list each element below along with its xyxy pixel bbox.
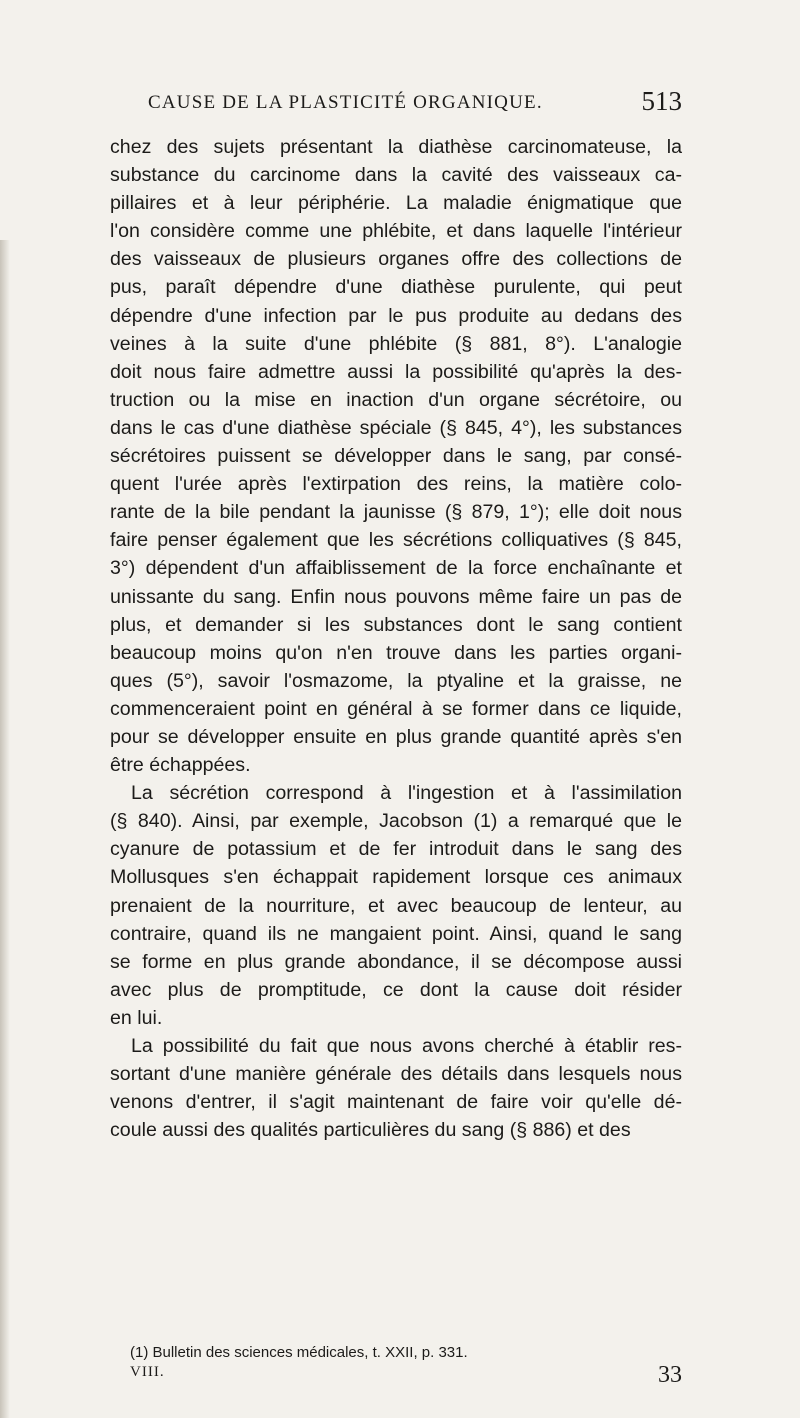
text-line: La possibilité du fait que nous avons cherché à établir res- [131, 1035, 682, 1057]
text-line: (§ 840). Ainsi, par exemple, Jacobson (1) a remarqué que le [110, 810, 682, 833]
signature-row [130, 1364, 682, 1394]
text-line: pillaires et à leur périphérie. La maladie énigmatique que [110, 192, 682, 215]
text-line: sortant d'une manière générale des détails dans lesquels nous [110, 1063, 682, 1086]
body-text [110, 133, 682, 1144]
spine-shadow [0, 240, 10, 1418]
text-line: dépendre d'une infection par le pus produite au dedans des [110, 304, 682, 327]
text-line: contraire, quand ils ne mangaient point. Ainsi, quand le sang [110, 922, 682, 945]
text-line: en lui. [110, 1006, 163, 1029]
text-line: des vaisseaux de plusieurs organes offre des collections de [110, 248, 682, 271]
paragraph [110, 779, 682, 1032]
text-line: venons d'entrer, il s'agit maintenant de faire voir qu'elle dé- [110, 1091, 682, 1114]
text-line: ques (5°), savoir l'osmazome, la ptyaline et la graisse, ne [110, 669, 682, 692]
page-number: 513 [641, 86, 682, 116]
text-line: rante de la bile pendant la jaunisse (§ 879, 1°); elle doit nous [110, 501, 682, 524]
text-line: truction ou la mise en inaction d'un organe sécrétoire, ou [110, 388, 682, 411]
text-line: Mollusques s'en échappait rapidement lorsque ces animaux [110, 866, 682, 889]
signature-number: 33 [658, 1362, 682, 1388]
text-line: veines à la suite d'une phlébite (§ 881, 8°). L'analogie [110, 332, 682, 355]
running-title: CAUSE DE LA PLASTICITÉ ORGANIQUE. [148, 92, 543, 113]
text-line: se forme en plus grande abondance, il se décompose aussi [110, 950, 682, 973]
text-line: pus, paraît dépendre d'une diathèse purulente, qui peut [110, 276, 682, 299]
text-line: 3°) dépendent d'un affaiblissement de la force enchaînante et [110, 557, 682, 580]
text-line: faire penser également que les sécrétions colliquatives (§ 845, [110, 529, 682, 552]
text-line: sécrétoires puissent se développer dans le sang, par consé- [110, 445, 682, 468]
text-line: coule aussi des qualités particulières du sang (§ 886) et des [110, 1119, 631, 1142]
footnote: (1) Bulletin des sciences médicales, t. XXII, p. 331. [130, 1344, 468, 1361]
text-line: beaucoup moins qu'on n'en trouve dans les parties organi- [110, 641, 682, 664]
paragraph [110, 133, 682, 779]
text-line: être échappées. [110, 754, 251, 777]
signature-mark: VIII. [130, 1364, 165, 1380]
text-line: quent l'urée après l'extirpation des reins, la matière colo- [110, 473, 682, 496]
text-line: avec plus de promptitude, ce dont la cause doit résider [110, 978, 682, 1001]
text-line: dans le cas d'une diathèse spéciale (§ 845, 4°), les substances [110, 416, 682, 439]
text-line: unissante du sang. Enfin nous pouvons même faire un pas de [110, 585, 682, 608]
text-line: La sécrétion correspond à l'ingestion et à l'assimilation [131, 782, 682, 805]
text-line: l'on considère comme une phlébite, et dans laquelle l'intérieur [110, 220, 682, 243]
paragraph [110, 1032, 682, 1144]
text-line: chez des sujets présentant la diathèse carcinomateuse, la [110, 136, 682, 158]
text-line: prenaient de la nourriture, et avec beaucoup de lenteur, au [110, 894, 682, 917]
text-line: commenceraient point en général à se former dans ce liquide, [110, 697, 682, 720]
text-line: cyanure de potassium et de fer introduit dans le sang des [110, 838, 682, 861]
text-line: pour se développer ensuite en plus grande quantité après s'en [110, 725, 682, 748]
text-line: doit nous faire admettre aussi la possibilité qu'après la des- [110, 360, 682, 383]
text-line: plus, et demander si les substances dont le sang contient [110, 613, 682, 636]
text-line: substance du carcinome dans la cavité des vaisseaux ca- [110, 164, 682, 187]
running-head [148, 86, 682, 120]
